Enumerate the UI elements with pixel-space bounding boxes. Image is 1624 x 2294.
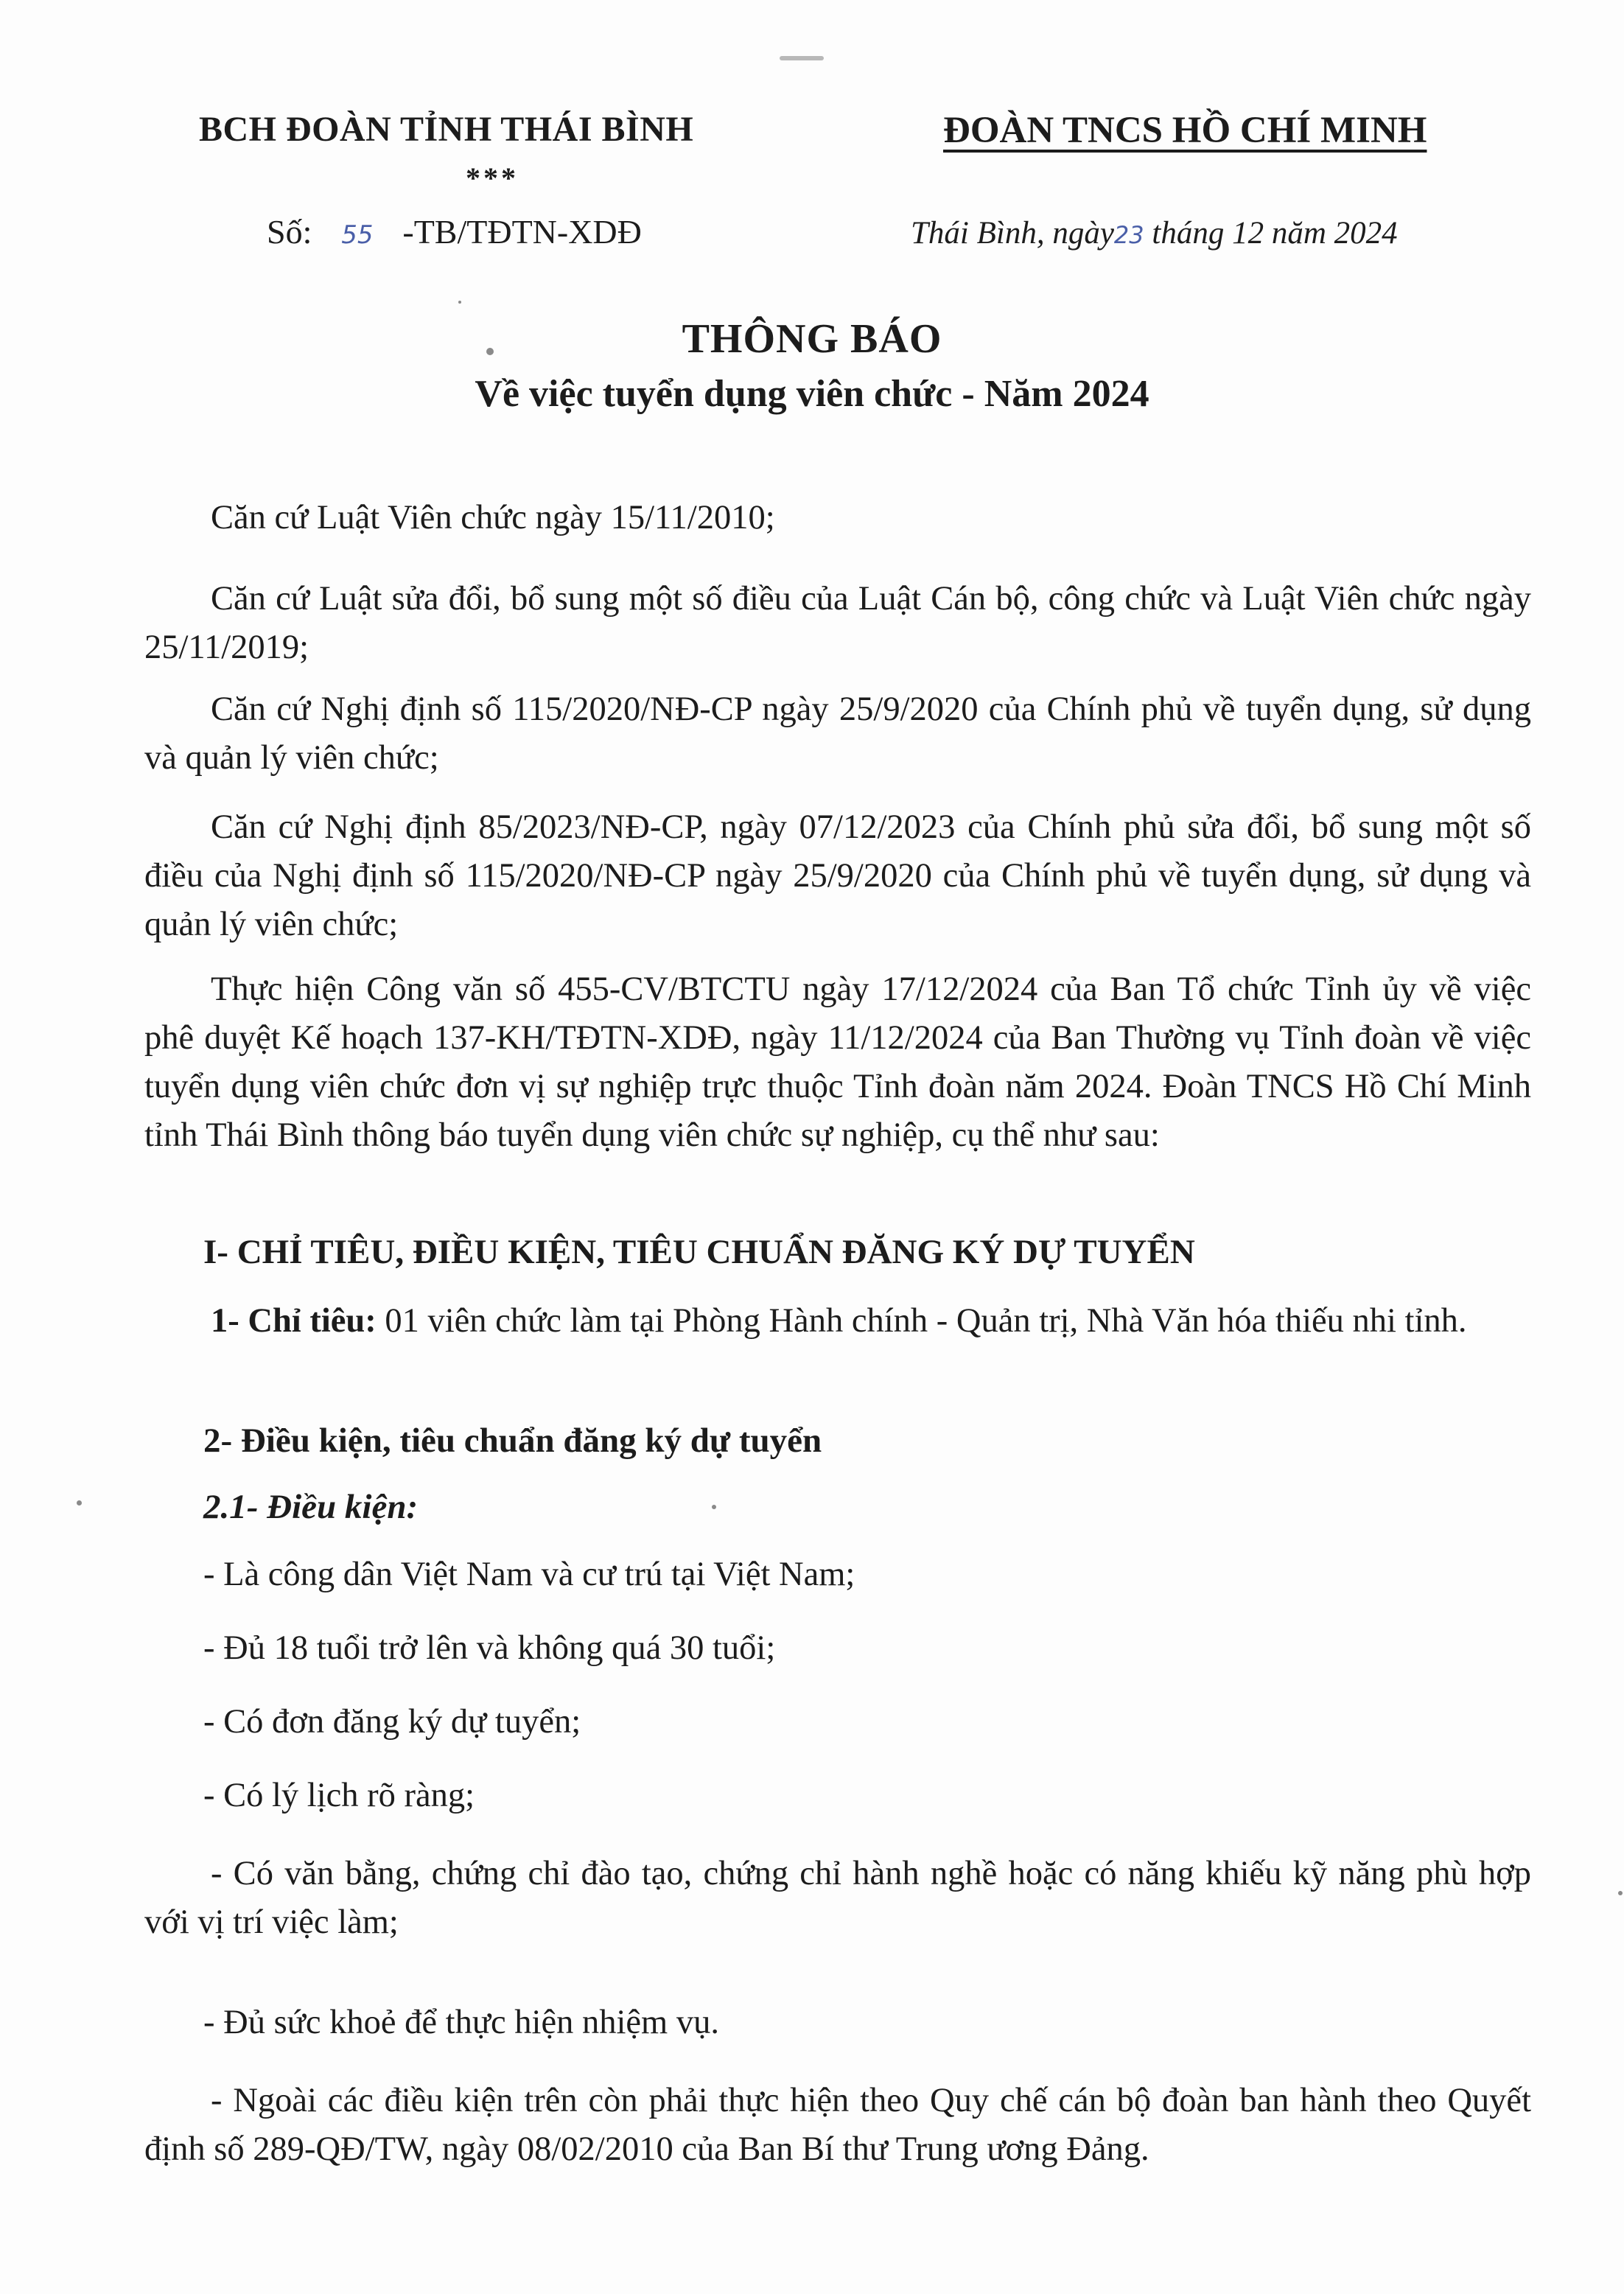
document-title: THÔNG BÁO xyxy=(682,316,942,362)
condition-item: - Có đơn đăng ký dự tuyển; xyxy=(203,1703,581,1741)
quota-label: 1- Chỉ tiêu: xyxy=(211,1302,377,1340)
date-day-handwritten: 23 xyxy=(1113,221,1144,249)
party-organization: ĐOÀN TNCS HỒ CHÍ MINH xyxy=(943,110,1427,151)
condition-item: - Ngoài các điều kiện trên còn phải thực hiện theo Quy chế cán bộ đoàn ban hành theo Quyết định số 289-QĐ/TW, ngày 08/02/2010 của Ban Bí thư Trung ương Đảng. xyxy=(144,2082,1531,2168)
preamble-paragraph: Căn cứ Luật Viên chức ngày 15/11/2010; xyxy=(211,499,775,536)
document-number-suffix: -TB/TĐTN-XDĐ xyxy=(402,213,642,251)
scan-speck xyxy=(1618,1891,1623,1895)
preamble-paragraph: Thực hiện Công văn số 455-CV/BTCTU ngày 17/12/2024 của Ban Tổ chức Tỉnh ủy về việc phê duyệt Kế hoạch 137-KH/TĐTN-XDĐ, ngày 11/12/2024 của Ban Thường vụ Tỉnh đoàn về việc tuyển dụng viên chức đơn vị sự nghiệp trực thuộc Tỉnh đoàn năm 2024. Đoàn TNCS Hồ Chí Minh tỉnh Thái Bình thông báo tuyển dụng viên chức sự nghiệp, cụ thể như sau: xyxy=(144,971,1531,1154)
conditions-heading: 2.1- Điều kiện: xyxy=(203,1488,419,1526)
header-stars: *** xyxy=(466,161,519,195)
scan-speck xyxy=(486,348,494,355)
preamble-paragraph: Căn cứ Nghị định số 115/2020/NĐ-CP ngày 25/9/2020 của Chính phủ về tuyển dụng, sử dụng và quản lý viên chức; xyxy=(144,690,1531,777)
date-prefix: Thái Bình, ngày xyxy=(911,216,1114,251)
date-suffix: tháng 12 năm 2024 xyxy=(1152,216,1398,251)
condition-item: - Là công dân Việt Nam và cư trú tại Việt Nam; xyxy=(203,1556,855,1593)
preamble-paragraph: Căn cứ Nghị định 85/2023/NĐ-CP, ngày 07/12/2023 của Chính phủ sửa đổi, bổ sung một số điều của Nghị định số 115/2020/NĐ-CP ngày 25/9/2020 của Chính phủ về tuyển dụng, sử dụng và quản lý viên chức; xyxy=(144,808,1531,943)
section-heading: I- CHỈ TIÊU, ĐIỀU KIỆN, TIÊU CHUẨN ĐĂNG KÝ DỰ TUYỂN xyxy=(203,1233,1195,1271)
scan-speck xyxy=(458,301,461,304)
preamble-paragraph: Căn cứ Luật sửa đổi, bổ sung một số điều của Luật Cán bộ, công chức và Luật Viên chức ngày 25/11/2019; xyxy=(144,580,1531,666)
condition-item: - Đủ 18 tuổi trở lên và không quá 30 tuổi; xyxy=(203,1629,776,1667)
scan-mark xyxy=(780,56,824,60)
condition-item: - Đủ sức khoẻ để thực hiện nhiệm vụ. xyxy=(203,2004,719,2041)
condition-item: - Có lý lịch rõ ràng; xyxy=(203,1777,475,1814)
quota-text: 01 viên chức làm tại Phòng Hành chính - Quản trị, Nhà Văn hóa thiếu nhi tỉnh. xyxy=(385,1302,1467,1340)
scan-speck xyxy=(77,1500,82,1506)
document-number xyxy=(267,212,642,251)
document-number-handwritten: 55 xyxy=(341,220,374,250)
document-number-prefix: Số: xyxy=(267,213,312,251)
quota-paragraph xyxy=(144,1297,1531,1346)
scan-speck xyxy=(712,1505,716,1509)
criteria-heading: 2- Điều kiện, tiêu chuẩn đăng ký dự tuyển xyxy=(203,1421,822,1460)
condition-item: - Có văn bằng, chứng chỉ đào tạo, chứng chỉ hành nghề hoặc có năng khiếu kỹ năng phù hợp với vị trí việc làm; xyxy=(144,1855,1531,1941)
document-date xyxy=(911,215,1398,251)
issuing-organization: BCH ĐOÀN TỈNH THÁI BÌNH xyxy=(199,110,694,149)
document-subtitle: Về việc tuyển dụng viên chức - Năm 2024 xyxy=(475,373,1149,415)
